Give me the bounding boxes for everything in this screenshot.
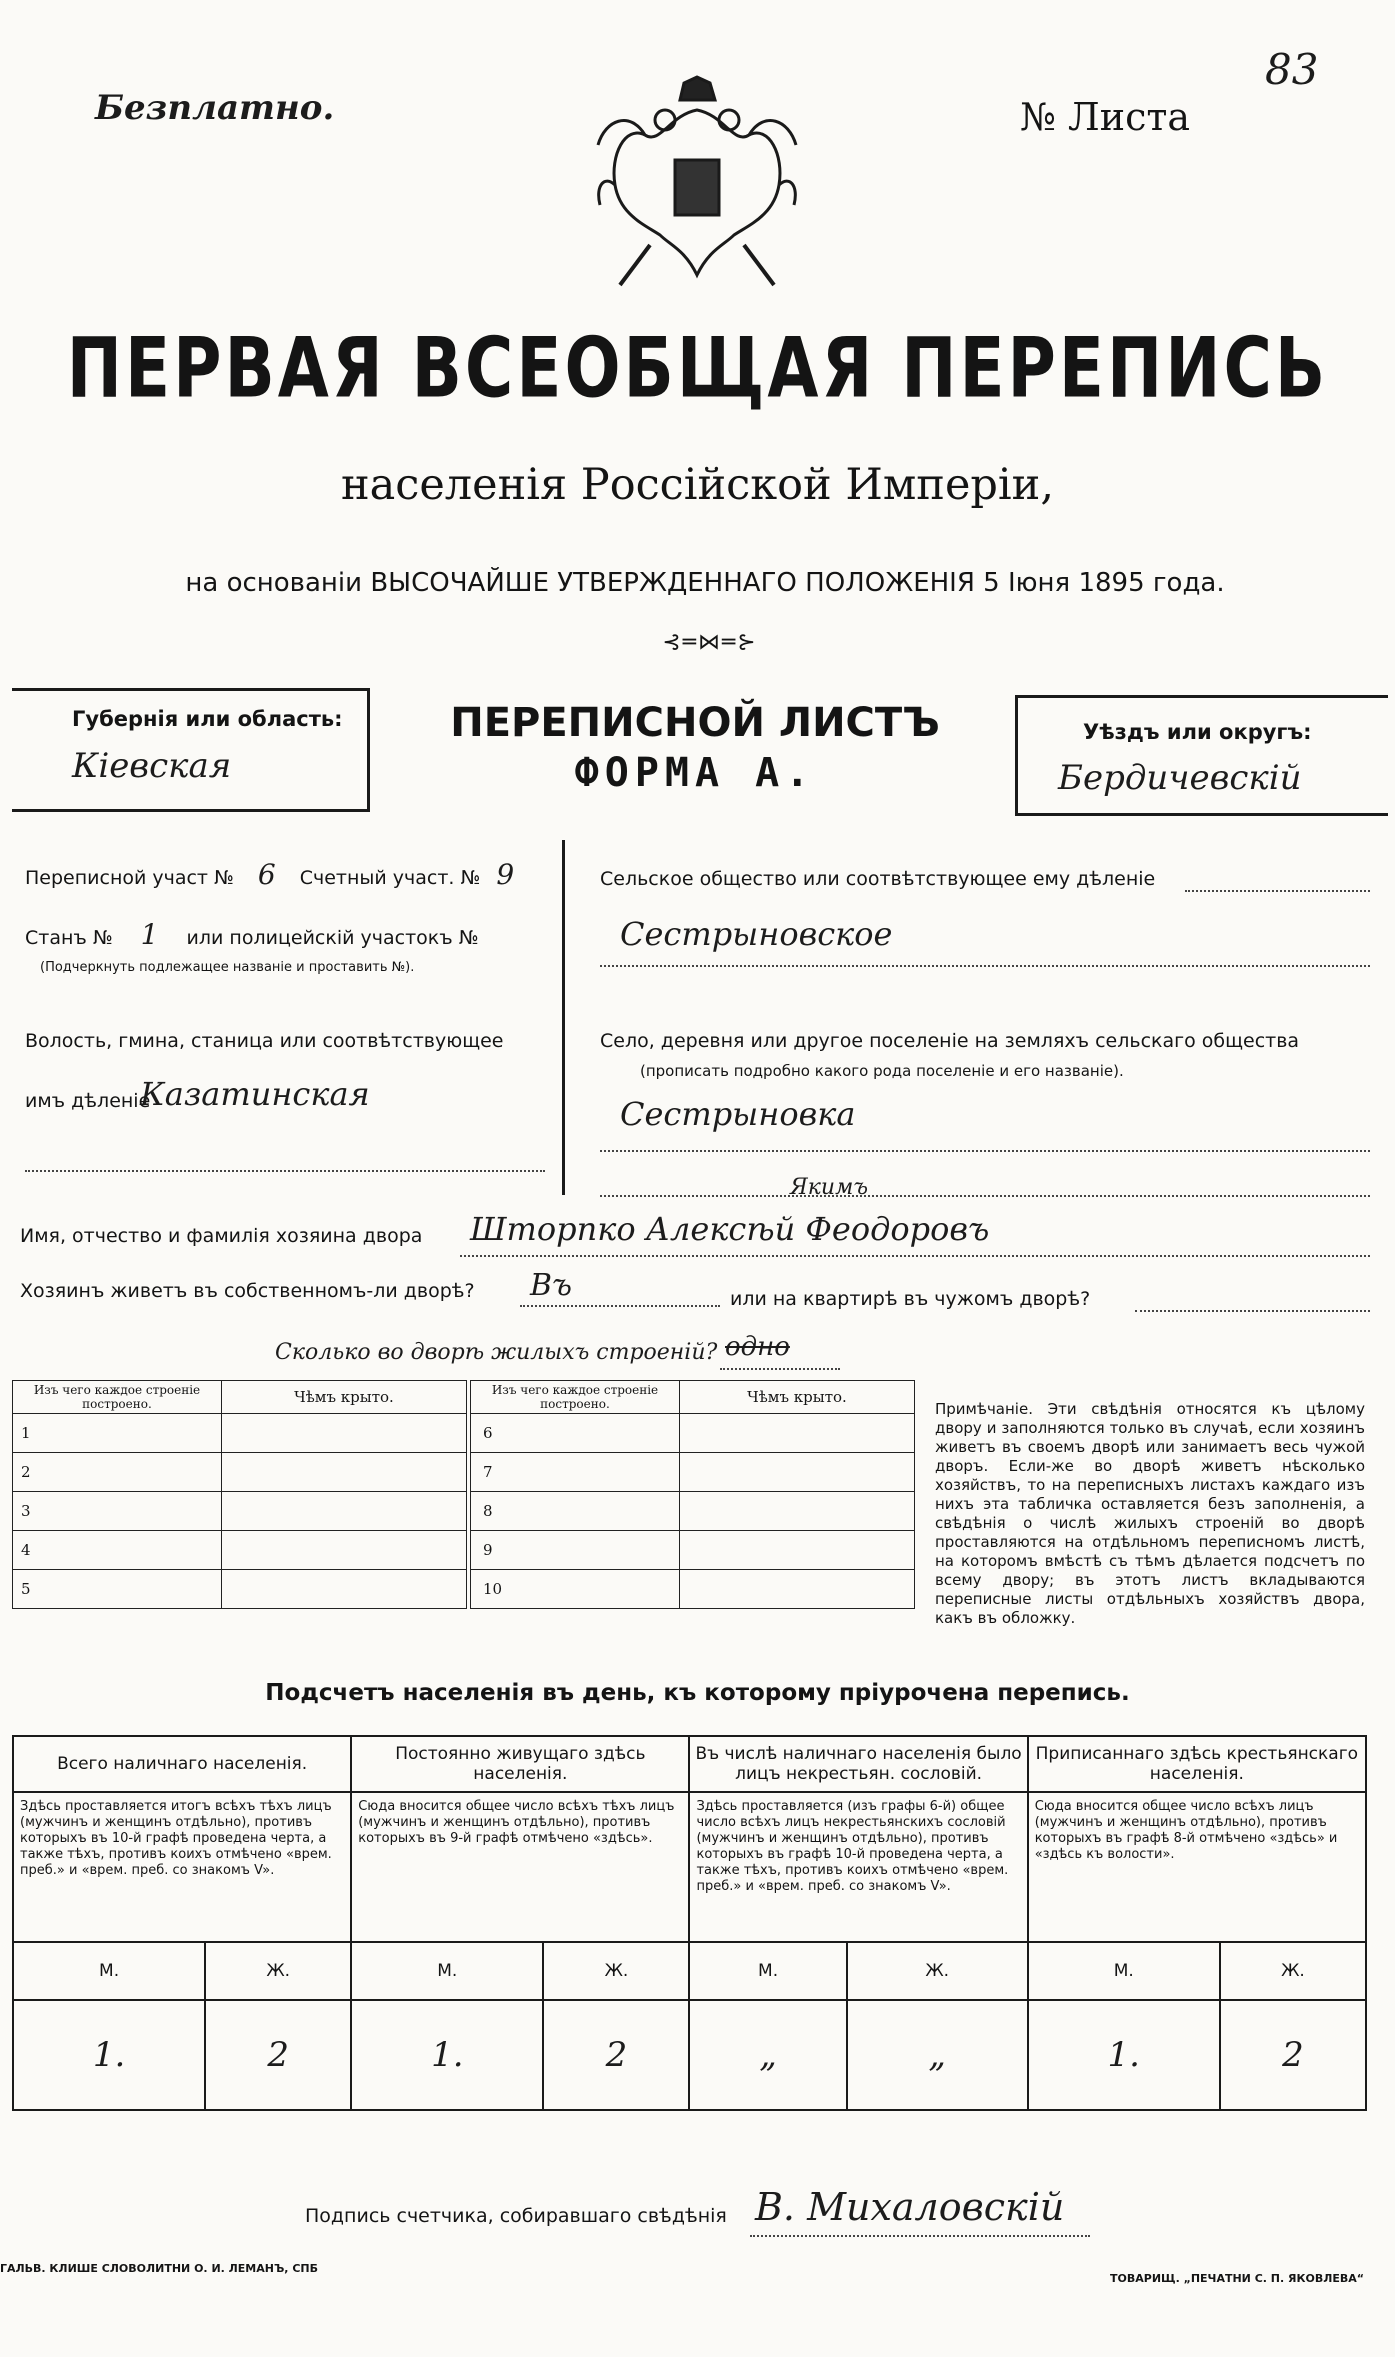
village-line-2 (600, 1195, 1370, 1197)
owner-name-correction: Якимъ (790, 1175, 868, 1200)
district-label: Уѣздъ или округъ: (1083, 720, 1312, 744)
building-table-left (12, 1380, 467, 1609)
owner-lives-line (520, 1305, 720, 1307)
printer-right: ТОВАРИЩ. „ПЕЧАТНИ С. П. ЯКОВЛЕВА“ (1110, 2272, 1364, 2285)
table-row (471, 1531, 915, 1570)
count-col-desc: Здѣсь проставляется итогъ всѣхъ тѣхъ лицъ (мужчинъ и женщинъ отдѣльно), противъ которыхъ въ 10-й графѣ проведена черта, а также тѣхъ, противъ коихъ отмѣчено «врем. преб.» и «врем. преб. со знакомъ V». (13, 1792, 351, 1942)
main-title: ПЕРВАЯ ВСЕОБЩАЯ ПЕРЕПИСЬ (66, 320, 1329, 417)
village-label: Село, деревня или другое поселеніе на земляхъ сельскаго общества (600, 1030, 1300, 1052)
owner-rent-label: или на квартирѣ въ чужомъ дворѣ? (730, 1288, 1091, 1310)
count-col-header: Всего наличнаго населенія. (13, 1736, 351, 1792)
stan-row (25, 918, 545, 951)
count-col-desc: Здѣсь проставляется (изъ графы 6-й) общее число всѣхъ лицъ некрестьянскихъ сословій (мужчинъ и женщинъ отдѣльно), противъ которыхъ въ графѣ 10-й проведена черта, а также тѣхъ, противъ коихъ отмѣчено «врем. преб.» и «врем. преб. со знакомъ V». (689, 1792, 1027, 1942)
owner-name-value: Шторпко Алексѣй Феодоровъ (470, 1210, 990, 1248)
building-row-number: 10 (471, 1570, 680, 1609)
building-col-roof: Чѣмъ крыто. (680, 1381, 915, 1414)
census-area-value: 6 (257, 858, 276, 891)
sheet-number (1020, 45, 1319, 139)
sheet-number-label: № Листа (1020, 95, 1191, 139)
village-value: Сестрыновка (620, 1095, 856, 1133)
province-label: Губернія или область: (72, 707, 343, 731)
table-row (471, 1492, 915, 1531)
table-row (471, 1570, 915, 1609)
building-col-material: Изъ чего каждое строеніе построено. (13, 1381, 222, 1414)
society-value: Сестрыновское (620, 915, 893, 953)
count-area-label: Счетный участ. № (299, 867, 481, 889)
middle-divider (562, 840, 565, 1195)
owner-lives-value: Въ (530, 1268, 573, 1303)
village-note: (прописать подробно какого рода поселеніе и его названіе). (640, 1062, 1124, 1080)
volost-value: Казатинская (140, 1075, 370, 1113)
building-row-number: 7 (471, 1453, 680, 1492)
buildings-label: Сколько во дворѣ жилыхъ строеній? (275, 1340, 718, 1365)
owner-name-label: Имя, отчество и фамилія хозяина двора (20, 1225, 423, 1247)
society-label: Сельское общество или соотвѣтствующее ему дѣленіе (600, 868, 1156, 890)
table-row (471, 1414, 915, 1453)
province-box (12, 688, 370, 812)
note-text: Примѣчаніе. Эти свѣдѣнія относятся къ цѣлому двору и заполняются только въ случаѣ, если хозяинъ живетъ въ своемъ дворѣ или занимаетъ весь чужой дворъ. Если-же во дворѣ живетъ нѣсколько хозяйствъ, то на переписныхъ листахъ каждаго изъ нихъ эта табличка оставляется безъ заполненія, а свѣдѣнія о числѣ жилыхъ строеній во дворѣ проставляются на отдѣльномъ переписномъ листѣ, на которомъ вмѣстѣ съ тѣмъ дѣлается подсчетъ по всему двору; въ этотъ листъ вкладываются переписные листы отдѣльныхъ хозяйствъ двора, какъ въ обложку. (935, 1400, 1365, 1627)
building-col-material: Изъ чего каждое строеніе построено. (471, 1381, 680, 1414)
female-count: „ (847, 2000, 1028, 2110)
police-label: или полицейскій участокъ № (186, 927, 479, 949)
stan-value: 1 (140, 918, 159, 951)
free-label: Безплатно. (95, 88, 335, 128)
district-box (1015, 695, 1388, 816)
table-row (13, 1531, 467, 1570)
subtitle: населенія Россійской Имперіи, (340, 460, 1055, 510)
count-col-header: Постоянно живущаго здѣсь населенія. (351, 1736, 689, 1792)
count-area-value: 9 (496, 858, 515, 891)
male-count: „ (689, 2000, 846, 2110)
male-header: М. (1028, 1942, 1220, 2000)
form-label: ФОРМА А. (574, 750, 816, 796)
society-value-line (600, 965, 1370, 967)
district-value: Бердичевскій (1058, 758, 1302, 798)
female-header: Ж. (1220, 1942, 1366, 2000)
count-col-header: Въ числѣ наличнаго населенія было лицъ некрестьян. сословій. (689, 1736, 1027, 1792)
volost-label: Волость, гмина, станица или соотвѣтствующее (25, 1030, 504, 1052)
count-col-desc: Сюда вносится общее число всѣхъ тѣхъ лицъ (мужчинъ и женщинъ отдѣльно), противъ которыхъ въ 9-й графѣ отмѣчено «здѣсь». (351, 1792, 689, 1942)
building-table-right (470, 1380, 915, 1609)
female-header: Ж. (205, 1942, 351, 2000)
female-header: Ж. (543, 1942, 689, 2000)
owner-rent-line (1135, 1310, 1370, 1312)
male-count: 1. (1028, 2000, 1220, 2110)
table-row (13, 1570, 467, 1609)
female-count: 2 (543, 2000, 689, 2110)
sheet-title: ПЕРЕПИСНОЙ ЛИСТЪ (450, 700, 940, 746)
coat-of-arms-icon (590, 75, 805, 295)
buildings-line (720, 1368, 840, 1370)
female-header: Ж. (847, 1942, 1028, 2000)
signature-value: В. Михаловскій (755, 2185, 1065, 2229)
owner-name-line (460, 1255, 1370, 1257)
female-count: 2 (1220, 2000, 1366, 2110)
table-row (13, 1492, 467, 1531)
printer-left: ГАЛЬВ. КЛИШЕ СЛОВОЛИТНИ О. И. ЛЕМАНЪ, СПБ (0, 2262, 318, 2275)
stan-label: Станъ № (25, 927, 113, 949)
table-row (13, 1453, 467, 1492)
table-row (13, 1414, 467, 1453)
building-row-number: 6 (471, 1414, 680, 1453)
building-col-roof: Чѣмъ крыто. (222, 1381, 467, 1414)
owner-lives-label: Хозяинъ живетъ въ собственномъ-ли дворѣ? (20, 1280, 475, 1302)
building-row-number: 9 (471, 1531, 680, 1570)
census-area-label: Переписной участ № (25, 867, 234, 889)
signature-label: Подпись счетчика, собиравшаго свѣдѣнія (305, 2205, 727, 2227)
count-title: Подсчетъ населенія въ день, къ которому пріурочена перепись. (265, 1680, 1130, 1706)
building-row-number: 3 (13, 1492, 222, 1531)
building-row-number: 2 (13, 1453, 222, 1492)
building-row-number: 5 (13, 1570, 222, 1609)
male-header: М. (351, 1942, 543, 2000)
count-table (12, 1735, 1367, 2111)
volost-label-2: имъ дѣленіе (25, 1090, 151, 1112)
female-count: 2 (205, 2000, 351, 2110)
ornament-divider: ⊰═⋈═⊱ (662, 630, 758, 655)
census-area-row (25, 858, 545, 891)
buildings-value: одно (725, 1332, 790, 1362)
male-header: М. (689, 1942, 846, 2000)
table-row (471, 1453, 915, 1492)
male-header: М. (13, 1942, 205, 2000)
volost-line (25, 1170, 545, 1172)
village-line (600, 1150, 1370, 1152)
male-count: 1. (351, 2000, 543, 2110)
sheet-number-value: 83 (1265, 45, 1319, 94)
building-row-number: 4 (13, 1531, 222, 1570)
male-count: 1. (13, 2000, 205, 2110)
building-row-number: 8 (471, 1492, 680, 1531)
building-row-number: 1 (13, 1414, 222, 1453)
signature-line (750, 2235, 1090, 2237)
count-col-header: Приписаннаго здѣсь крестьянскаго населенія. (1028, 1736, 1366, 1792)
basis-line: на основаніи ВЫСОЧАЙШЕ УТВЕРЖДЕННАГО ПОЛОЖЕНІЯ 5 Іюня 1895 года. (185, 568, 1225, 598)
count-col-desc: Сюда вносится общее число всѣхъ лицъ (мужчинъ и женщинъ отдѣльно), противъ которыхъ въ графѣ 8-й отмѣчено «здѣсь» и «здѣсь къ волости». (1028, 1792, 1366, 1942)
province-value: Кіевская (72, 746, 232, 786)
society-line (1185, 890, 1370, 892)
stan-note: (Подчеркнуть подлежащее названіе и проставить №). (40, 960, 415, 975)
